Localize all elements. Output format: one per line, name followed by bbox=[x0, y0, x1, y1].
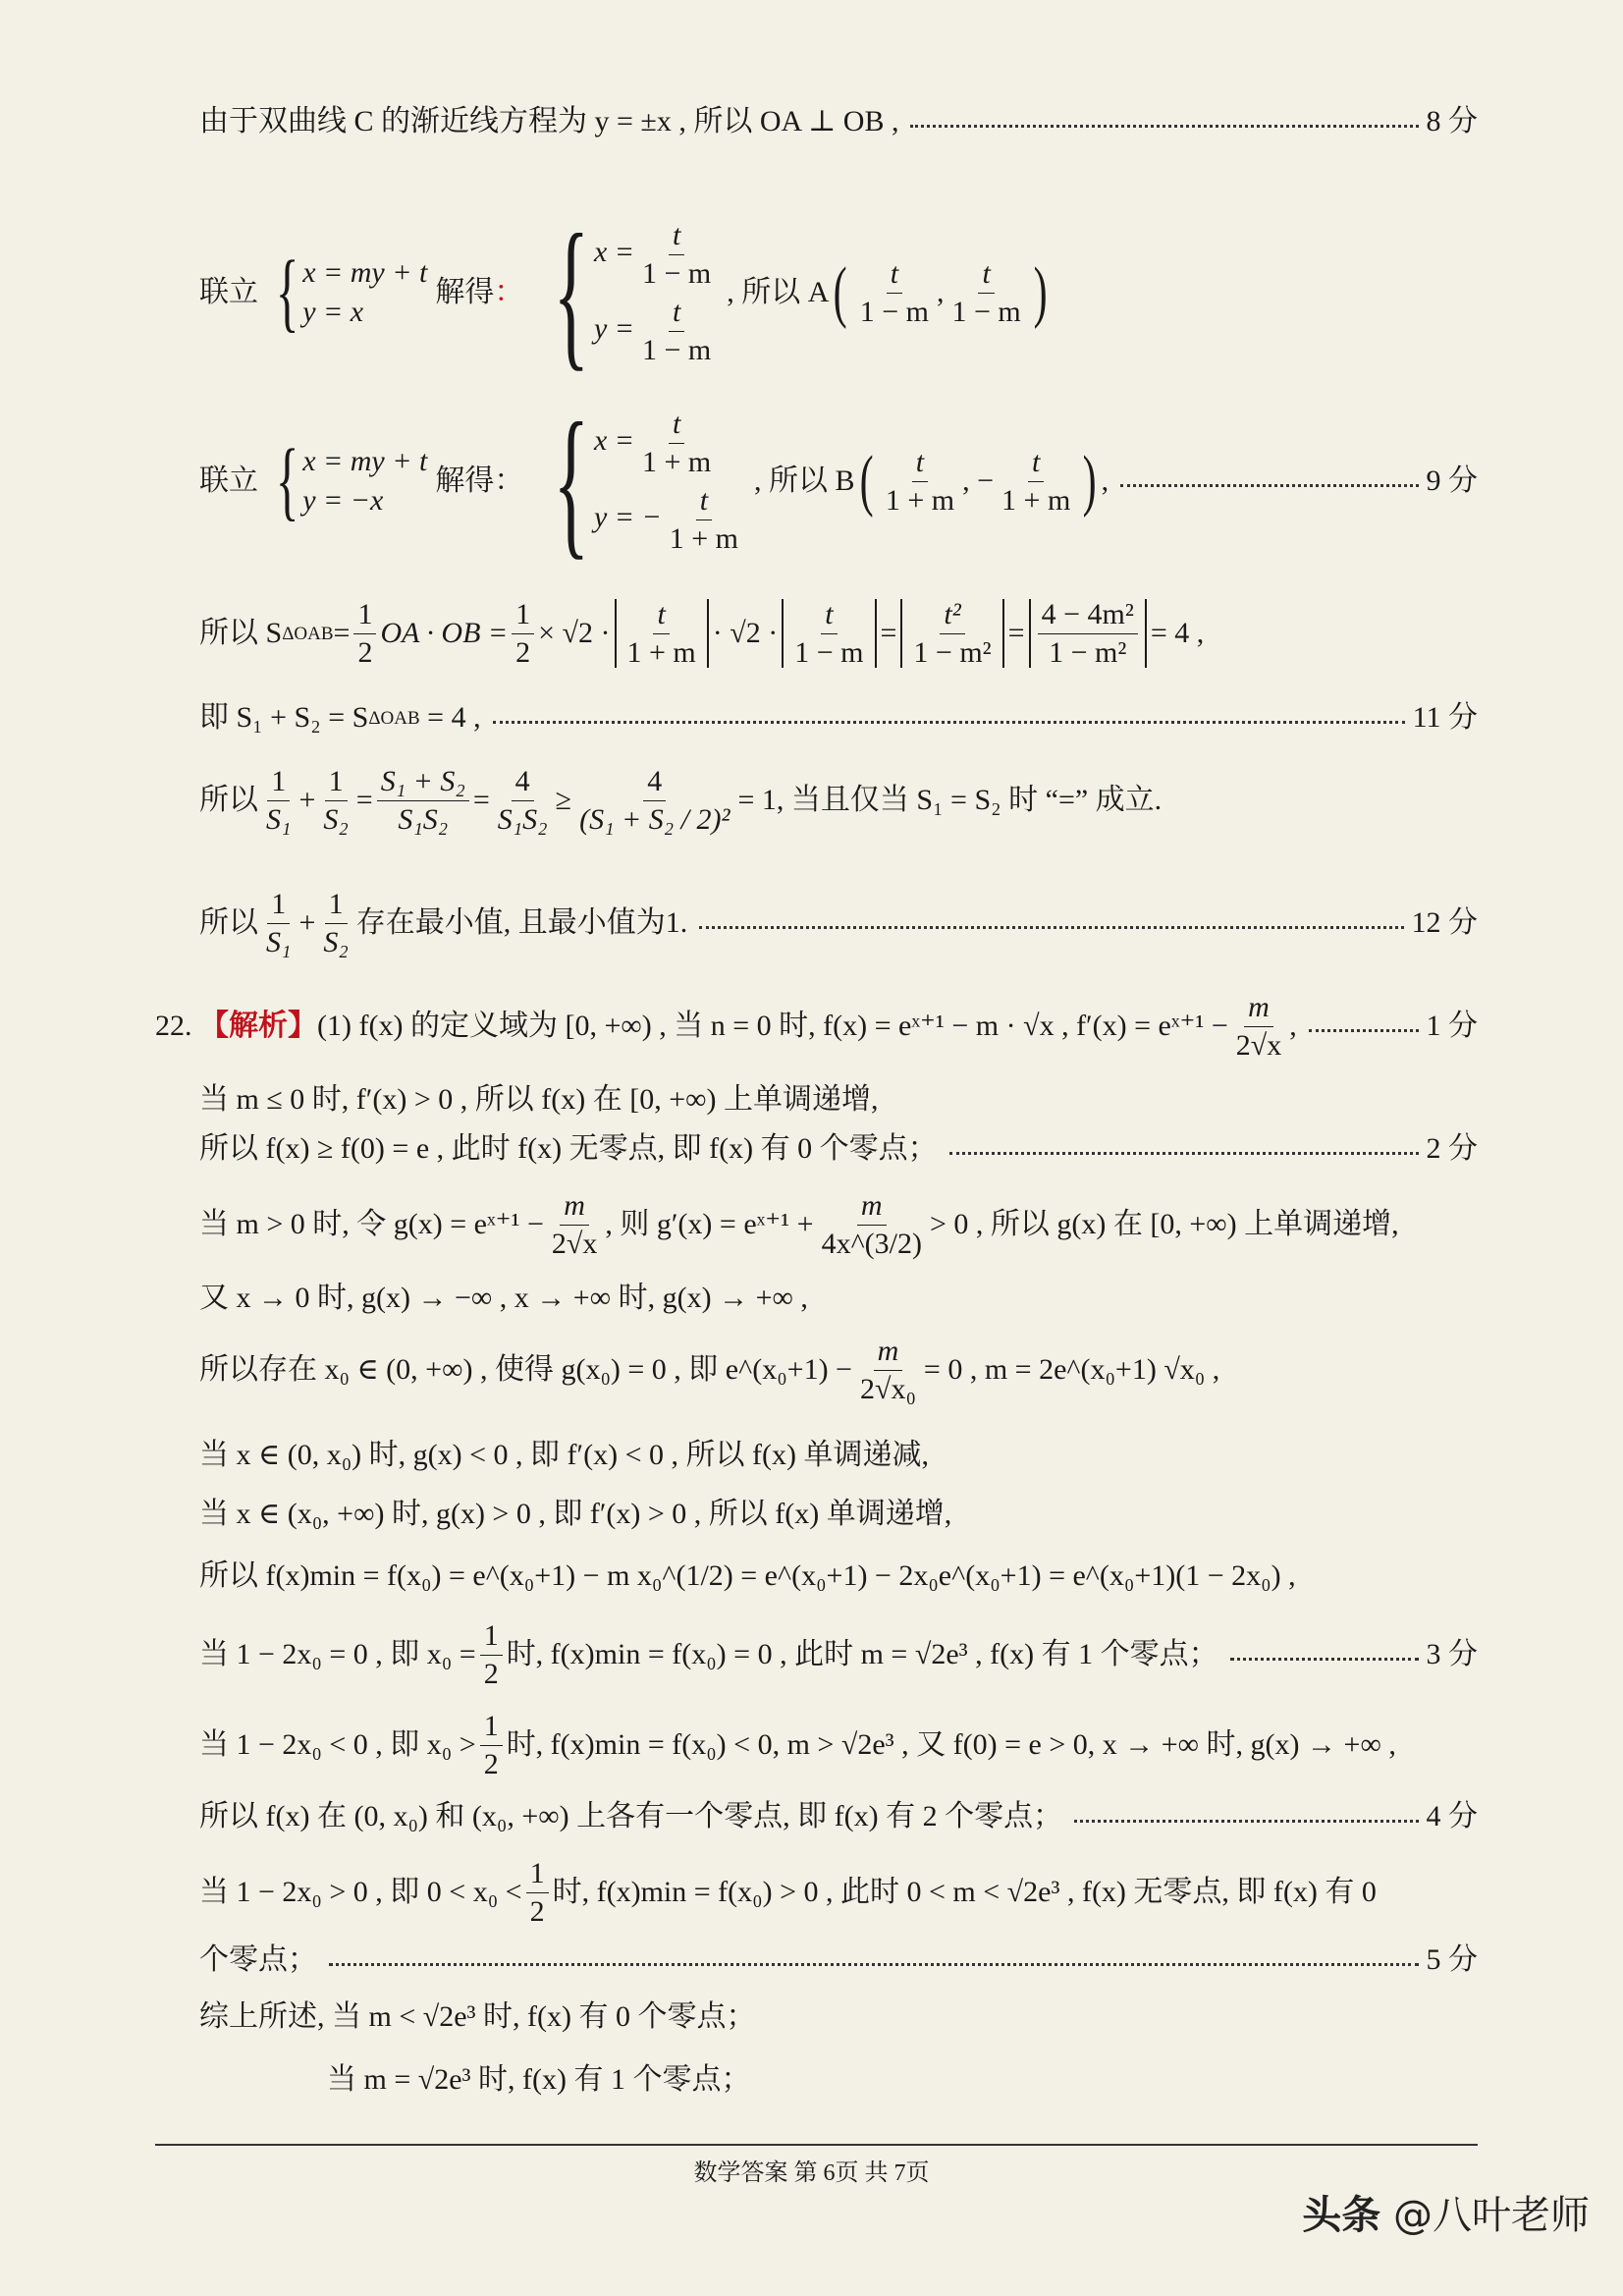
dot-leader bbox=[1120, 484, 1418, 487]
dot-leader bbox=[1309, 1029, 1419, 1032]
score-label: 4 分 bbox=[1426, 1800, 1478, 1832]
question-number: 22. bbox=[155, 1010, 192, 1042]
score-label: 5 分 bbox=[1426, 1943, 1478, 1976]
dot-leader bbox=[1230, 1658, 1419, 1661]
dot-leader bbox=[699, 926, 1403, 929]
score-label: 8 分 bbox=[1426, 105, 1478, 137]
line-text: 联立 bbox=[199, 465, 258, 497]
line-minimum: 所以 $\frac{1}{\text{S₁}}$ + $\frac{1}{\text{S₂}}$ 存在最小值, 且最小值为1. 12 分 bbox=[199, 888, 1478, 958]
line-summary: 综上所述, 当 m < √2e³ 时, f(x) 有 0 个零点； bbox=[199, 2000, 756, 2033]
score-label: 9 分 bbox=[1426, 465, 1478, 497]
line-text: 解得 bbox=[435, 276, 495, 308]
dot-leader bbox=[493, 721, 1405, 724]
line-inequality: 所以 $\frac{1}{\text{S₁}}$ + $\frac{1}{\text{S₂}}$ = $\frac{\text{S₁ + S₂}}{\text{S₁S₂}}$ = $\frac{4}{\text{S₁S₂}}$ ≥ $\frac{4}{\text{(S₁ + S₂ / 2)²}}$ = 1, 当且仅当 S₁ = S₂ 时 “=” 成立. bbox=[199, 765, 1163, 836]
dot-leader bbox=[949, 1152, 1419, 1155]
line-text: 解得： bbox=[435, 465, 524, 497]
line-system-b: 联立 { x = my + t y = −x 解得： { x = $\frac{t}{1 + m}$ y = − $\frac{t}{1 + m}$ , 所以 B ( $\frac{t}{1 + m}$ , − $\frac{t}{1 + m}$ ) , 9 分 bbox=[199, 389, 1478, 574]
solution-system: { x = $\frac{t}{1 - m}$ y = $\frac{t}{1 - m}$ bbox=[553, 200, 712, 385]
footer-divider bbox=[155, 2144, 1478, 2146]
line-min-value: 所以 f(x)min = f(x₀) = e^(x₀+1) − m x₀^(1/2) = e^(x₀+1) − 2x₀e^(x₀+1) = e^(x₀+1)(1 − 2x₀) , bbox=[199, 1559, 1296, 1592]
line-summary-2: 当 m = √2e³ 时, f(x) 有 1 个零点； bbox=[327, 2063, 751, 2096]
watermark bbox=[1302, 2184, 1590, 2240]
line-increasing: 当 x ∈ (x₀, +∞) 时, g(x) > 0 , 即 f′(x) > 0 , 所以 f(x) 单调递增, bbox=[199, 1498, 952, 1530]
score-label: 3 分 bbox=[1426, 1638, 1478, 1670]
score-label: 2 分 bbox=[1426, 1132, 1478, 1165]
dot-leader bbox=[910, 125, 1418, 128]
line-text: , 所以 B bbox=[754, 465, 855, 497]
line-decreasing: 当 x ∈ (0, x₀) 时, g(x) < 0 , 即 f′(x) < 0 , 所以 f(x) 单调递减, bbox=[199, 1439, 929, 1471]
line-define-g: 当 m > 0 时, 令 g(x) = eˣ⁺¹ − $\frac{m}{2√x}$ , 则 g′(x) = eˣ⁺¹ + $\frac{m}{4x\^{}(3/2)}$ > 0 , 所以 g(x) 在 [0, +∞) 上单调递增, bbox=[199, 1189, 1399, 1260]
line-no-zero: 所以 f(x) ≥ f(0) = e , 此时 f(x) 无零点, 即 f(x) 有 0 个零点； 2 分 bbox=[199, 1132, 1478, 1165]
question-22-header: 22. 【解析】 (1) f(x) 的定义域为 [0, +∞) , 当 n = 0 时, f(x) = eˣ⁺¹ − m · √x , f′(x) = eˣ⁺¹ − $\frac{m}{2√x}$ , 1 分 bbox=[155, 991, 1478, 1062]
line-x0-exists: 所以存在 x₀ ∈ (0, +∞) , 使得 g(x₀) = 0 , 即 e^(x₀+1) − $\frac{m}{\text{2√x₀}}$ = 0 , m = 2e^(x₀+1) √x₀ , bbox=[199, 1335, 1220, 1405]
watermark-handle: @八叶老师 bbox=[1393, 2193, 1590, 2238]
line-area: 所以 S ΔOAB = $\frac{1}{2}$ OA · OB = $\frac{1}{2}$ × √2 · $\frac{t}{1 + m}$ · √2 · $\frac{t}{1 - m}$ = $\frac{\text{t²}}{\text{1 − m²}}$ = $\frac{\text{4 − 4m²}}{\text{1 − m²}}$ = 4 , bbox=[199, 598, 1205, 669]
line-two-zeros: 所以 f(x) 在 (0, x₀) 和 (x₀, +∞) 上各有一个零点, 即 f(x) 有 2 个零点； 4 分 bbox=[199, 1800, 1478, 1832]
line-zero-zeros: 个零点； 5 分 bbox=[199, 1943, 1478, 1976]
line-text: 联立 bbox=[199, 276, 258, 308]
page-footer: 数学答案 第 6页 共 7页 bbox=[693, 2160, 930, 2186]
equation-system: { x = my + t y = x bbox=[275, 244, 428, 341]
line-case-m-nonpositive: 当 m ≤ 0 时, f′(x) > 0 , 所以 f(x) 在 [0, +∞) 上单调递增, bbox=[199, 1083, 879, 1116]
analysis-tag: 【解析】 bbox=[199, 1009, 317, 1043]
line-system-a: 联立 { x = my + t y = x 解得 ： { x = $\frac{t}{1 - m}$ y = $\frac{t}{1 - m}$ , 所以 A ( $\frac{t}{1 - m}$ , $\frac{t}{1 - m}$ ) bbox=[199, 200, 1048, 385]
watermark-logo: 头条 bbox=[1302, 2193, 1381, 2238]
equation-system: { x = my + t y = −x bbox=[275, 432, 428, 529]
score-label: 11 分 bbox=[1412, 701, 1478, 734]
line-asymptote bbox=[199, 102, 1478, 141]
solution-system: { x = $\frac{t}{1 + m}$ y = − $\frac{t}{1 + m}$ bbox=[553, 389, 739, 574]
line-text: 由于双曲线 C 的渐近线方程为 y = ±x , 所以 OA ⊥ OB , bbox=[199, 105, 899, 137]
line-case-less: 当 1 − 2x₀ < 0 , 即 x₀ > $\frac{1}{2}$ 时, f(x)min = f(x₀) < 0, m > √2e³ , 又 f(0) = e > 0, x → +∞ 时, g(x) → +∞ , bbox=[199, 1710, 1396, 1780]
line-case-equal: 当 1 − 2x₀ = 0 , 即 x₀ = $\frac{1}{2}$ 时, f(x)min = f(x₀) = 0 , 此时 m = √2e³ , f(x) 有 1 个零点； 3 分 bbox=[199, 1619, 1478, 1690]
dot-leader bbox=[329, 1963, 1419, 1966]
score-label: 12 分 bbox=[1411, 906, 1478, 939]
line-sum: 即 S₁ + S₂ = S ΔOAB = 4 , 11 分 bbox=[199, 701, 1478, 734]
line-limits: 又 x → 0 时, g(x) → −∞ , x → +∞ 时, g(x) → +∞ , bbox=[199, 1282, 808, 1314]
line-text: , 所以 A bbox=[727, 276, 830, 308]
line-case-greater: 当 1 − 2x₀ > 0 , 即 0 < x₀ < $\frac{1}{2}$ 时, f(x)min = f(x₀) > 0 , 此时 0 < m < √2e³ , f(x) 无零点, 即 f(x) 有 0 bbox=[199, 1857, 1377, 1928]
dot-leader bbox=[1074, 1820, 1418, 1823]
score-label: 1 分 bbox=[1426, 1010, 1478, 1042]
